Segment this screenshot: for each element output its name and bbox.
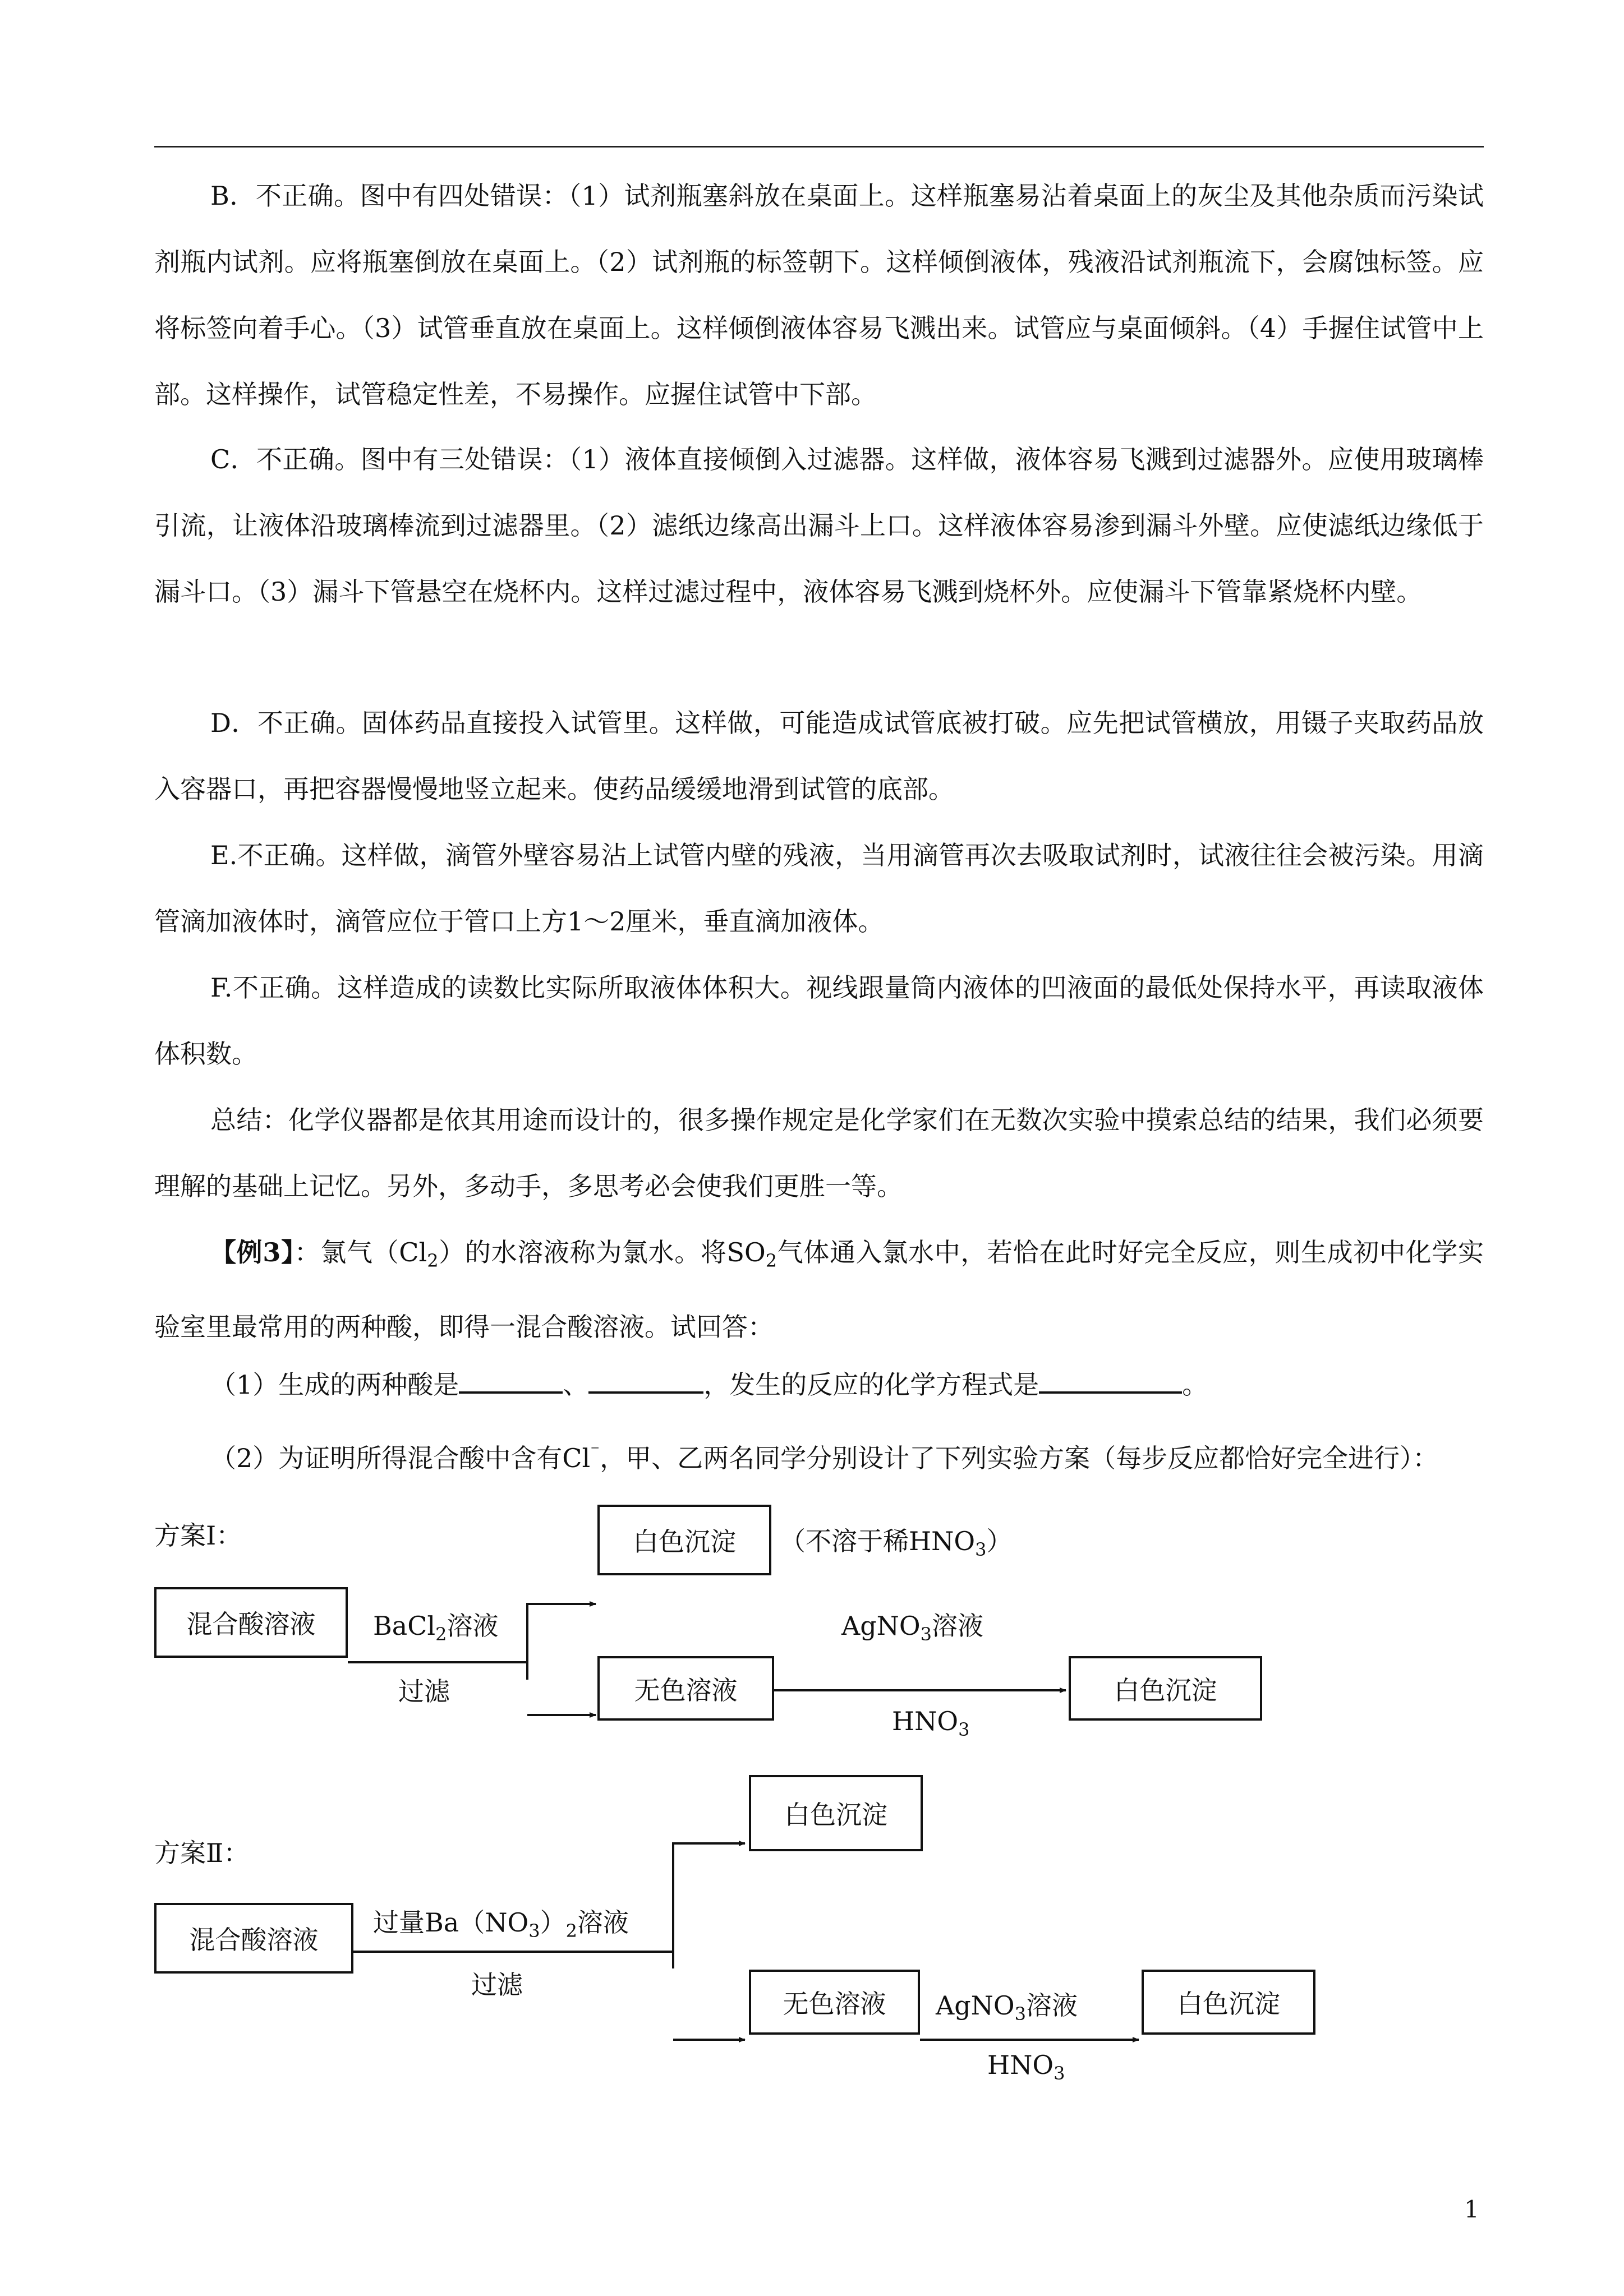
scheme2-white-precipitate-box: 白色沉淀 — [749, 1775, 923, 1851]
paragraph-c: C．不正确。图中有三处错误：（1）液体直接倾倒入过滤器。这样做，液体容易飞溅到过滤器外。应使用玻璃棒引流，让液体沿玻璃棒流到过滤器里。（2）滤纸边缘高出漏斗上口。这样液体容易渗到漏斗外壁。应使滤纸边缘低于漏斗口。（3）漏斗下管悬空在烧杯内。这样过滤过程中，液体容易飞溅到烧杯外。应使漏斗下管靠紧烧杯内壁。 — [154, 444, 1484, 607]
scheme2-mixed-acid-box: 混合酸溶液 — [154, 1903, 353, 1974]
paragraph-summary: 总结：化学仪器都是依其用途而设计的，很多操作规定是化学家们在无数次实验中摸索总结的结果，我们必须要理解的基础上记忆。另外，多动手，多思考必会使我们更胜一等。 — [154, 1105, 1484, 1201]
paragraph-f: F.不正确。这样造成的读数比实际所取液体体积大。视线跟量筒内液体的凹液面的最低处保持水平，再读取液体体积数。 — [154, 972, 1484, 1069]
scheme1-bacl2-label: BaCl$_2$溶液 — [373, 1611, 499, 1645]
scheme2-filter-label: 过滤 — [471, 1970, 523, 2000]
example3-tag: 【例3】 — [210, 1237, 295, 1267]
scheme1-colorless-solution-box: 无色溶液 — [597, 1656, 774, 1721]
scheme1-hno3-label: $HNO_3$ — [892, 1706, 970, 1740]
scheme2-colorless-solution-box: 无色溶液 — [749, 1970, 920, 2035]
scheme1-title: 方案Ⅰ： — [154, 1520, 242, 1551]
scheme2-hno3-label: $HNO_3$ — [987, 2050, 1065, 2084]
paragraph-e: E.不正确。这样做，滴管外壁容易沾上试管内壁的残液，当用滴管再次去吸取试剂时，试液往往会被污染。用滴管滴加液体时，滴管应位于管口上方1～2厘米，垂直滴加液体。 — [154, 840, 1484, 937]
scheme1-filter-label: 过滤 — [398, 1676, 450, 1707]
scheme1-mixed-acid-box: 混合酸溶液 — [154, 1587, 348, 1658]
scheme2-ba-nitrate-label: 过量$Ba(NO_3)_2$溶液 — [373, 1907, 629, 1942]
question-2: （2）为证明所得混合酸中含有Cl⁻，甲、乙两名同学分别设计了下列实验方案（每步反应都恰好完全进行）： — [210, 1440, 1439, 1473]
paragraph-d: D．不正确。固体药品直接投入试管里。这样做，可能造成试管底被打破。应先把试管横放，用镊子夹取药品放入容器口，再把容器慢慢地竖立起来。使药品缓缓地滑到试管的底部。 — [154, 708, 1484, 804]
example3-intro: 【例3】：氯气$(Cl_2)$的水溶液称为氯水。将$SO_2$气体通入氯水中，若恰在此时好完全反应，则生成初中化学实验室里最常用的两种酸，即得一混合酸溶液。试回答： — [154, 1237, 1484, 1342]
scheme2-title: 方案Ⅱ： — [154, 1838, 250, 1868]
scheme2-agno3-label: AgNO$_3$溶液 — [936, 1990, 1078, 2025]
scheme1-agno3-label: AgNO$_3$溶液 — [841, 1611, 983, 1645]
question-1: （1）生成的两种酸是 、 ，发生的反应的化学方程式是 。 — [154, 1352, 1484, 1418]
paragraph-b: B．不正确。图中有四处错误：（1）试剂瓶塞斜放在桌面上。这样瓶塞易沾着桌面上的灰尘及其他杂质而污染试剂瓶内试剂。应将瓶塞倒放在桌面上。（2）试剂瓶的标签朝下。这样倾倒液体，残液沿试剂瓶流下，会腐蚀标签。应将标签向着手心。（3）试管垂直放在桌面上。这样倾倒液体容易飞溅出来。试管应与桌面倾斜。（4）手握住试管中上部。这样操作，试管稳定性差，不易操作。应握住试管中下部。 — [154, 181, 1484, 409]
scheme1-insoluble-note: （不溶于稀$HNO_3$） — [780, 1526, 1013, 1560]
scheme1-white-precipitate-box: 白色沉淀 — [597, 1505, 771, 1575]
scheme2-final-precipitate-box: 白色沉淀 — [1142, 1970, 1315, 2035]
page-number: 1 — [1464, 2196, 1479, 2223]
scheme1-final-precipitate-box: 白色沉淀 — [1069, 1656, 1262, 1721]
